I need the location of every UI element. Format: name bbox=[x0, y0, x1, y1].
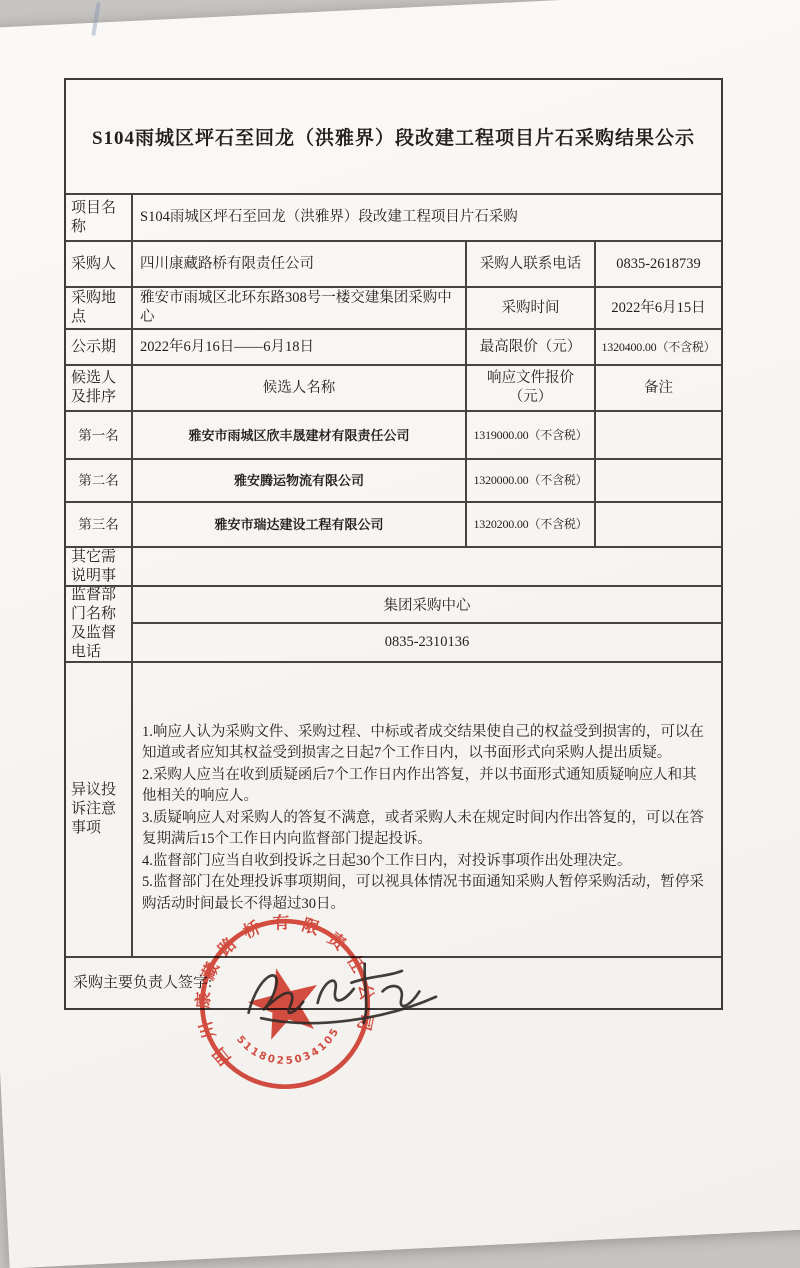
supervision-values bbox=[133, 587, 721, 661]
candidate-1-name: 雅安市雨城区欣丰晟建材有限责任公司 bbox=[133, 412, 467, 458]
notice-item-3: 3.质疑响应人对采购人的答复不满意，或者采购人未在规定时间内作出答复的，可以在答复期满后15个工作日内向监督部门提起投诉。 bbox=[142, 809, 704, 848]
purchaser-phone-value: 0835-2618739 bbox=[616, 255, 701, 272]
supervision-label: 监督部门名称及监督电话 bbox=[66, 587, 133, 661]
purchaser-phone-label: 采购人联系电话 bbox=[467, 242, 596, 286]
candidates-name-header: 候选人名称 bbox=[133, 366, 467, 410]
notice-row bbox=[66, 663, 721, 958]
candidate-1-rank: 第一名 bbox=[66, 412, 133, 458]
candidate-2-note bbox=[596, 460, 721, 501]
title-row bbox=[66, 80, 721, 195]
candidates-note-header: 备注 bbox=[644, 379, 673, 396]
project-name-row bbox=[66, 195, 721, 242]
candidates-price-header: 响应文件报价（元） bbox=[467, 366, 596, 410]
notice-item-1: 1.响应人认为采购文件、采购过程、中标或者成交结果使自己的权益受到损害的，可以在知道或者应知其权益受到损害之日起7个工作日内，以书面形式向采购人提出质疑。 bbox=[142, 723, 704, 762]
other-notes-value bbox=[133, 548, 721, 585]
candidate-3-name: 雅安市瑞达建设工程有限公司 bbox=[133, 503, 467, 546]
project-name-value: S104雨城区坪石至回龙（洪雅界）段改建工程项目片石采购 bbox=[140, 209, 518, 225]
handwritten-signature bbox=[224, 941, 480, 1046]
project-name-label: 项目名称 bbox=[66, 195, 133, 240]
candidate-3-note bbox=[596, 503, 721, 546]
notice-item-4: 4.监督部门应当自收到投诉之日起30个工作日内，对投诉事项作出处理决定。 bbox=[142, 852, 632, 869]
seal-company-name: 四川康藏路桥有限责任公司 bbox=[193, 913, 377, 1069]
purchaser-label: 采购人 bbox=[66, 242, 133, 286]
candidates-header-row bbox=[66, 366, 721, 412]
purchaser-row bbox=[66, 242, 721, 288]
publicity-label: 公示期 bbox=[66, 330, 133, 364]
candidate-row-3 bbox=[66, 503, 721, 548]
candidate-1-note bbox=[596, 412, 721, 458]
max-price-value: 1320400.00（不含税） bbox=[601, 339, 716, 354]
other-notes-label: 其它需说明事 bbox=[66, 548, 133, 585]
max-price-label: 最高限价（元） bbox=[467, 330, 596, 364]
candidate-row-1 bbox=[66, 412, 721, 460]
supervision-phone: 0835-2310136 bbox=[384, 634, 470, 650]
publicity-value: 2022年6月16日——6月18日 bbox=[133, 330, 467, 364]
notice-item-5: 5.监督部门在处理投诉事项期间，可以视具体情况书面通知采购人暂停采购活动，暂停采购活动时间最长不得超过30日。 bbox=[142, 874, 704, 912]
location-value: 雅安市雨城区北环东路308号一楼交建集团采购中心 bbox=[133, 288, 467, 328]
location-label: 采购地点 bbox=[66, 288, 133, 328]
purchase-time-label: 采购时间 bbox=[467, 288, 596, 328]
candidate-2-name: 雅安腾运物流有限公司 bbox=[133, 460, 467, 501]
candidate-3-rank: 第三名 bbox=[66, 503, 133, 546]
location-row bbox=[66, 288, 721, 330]
seal-number: 5118025034105 bbox=[233, 1026, 342, 1067]
announcement-table bbox=[64, 78, 723, 1010]
candidate-3-price: 1320200.00（不含税） bbox=[467, 503, 596, 546]
publicity-row bbox=[66, 330, 721, 366]
candidates-rank-header: 候选人及排序 bbox=[66, 366, 133, 410]
supervision-department: 集团采购中心 bbox=[133, 587, 721, 624]
other-notes-row bbox=[66, 548, 721, 587]
notice-label: 异议投诉注意事项 bbox=[66, 663, 133, 956]
candidate-2-rank: 第二名 bbox=[66, 460, 133, 501]
notice-item-2: 2.采购人应当在收到质疑函后7个工作日内作出答复，并以书面形式通知质疑响应人和其他相关的响应人。 bbox=[142, 766, 697, 805]
candidate-2-price: 1320000.00（不含税） bbox=[467, 460, 596, 501]
page-title: S104雨城区坪石至回龙（洪雅界）段改建工程项目片石采购结果公示 bbox=[91, 128, 696, 149]
candidate-1-price: 1319000.00（不含税） bbox=[467, 412, 596, 458]
purchaser-value: 四川康藏路桥有限责任公司 bbox=[133, 242, 467, 286]
signature-label: 采购主要负责人签字: bbox=[73, 974, 213, 991]
supervision-row bbox=[66, 587, 721, 663]
purchase-time-value: 2022年6月15日 bbox=[611, 299, 706, 316]
candidate-row-2 bbox=[66, 460, 721, 503]
